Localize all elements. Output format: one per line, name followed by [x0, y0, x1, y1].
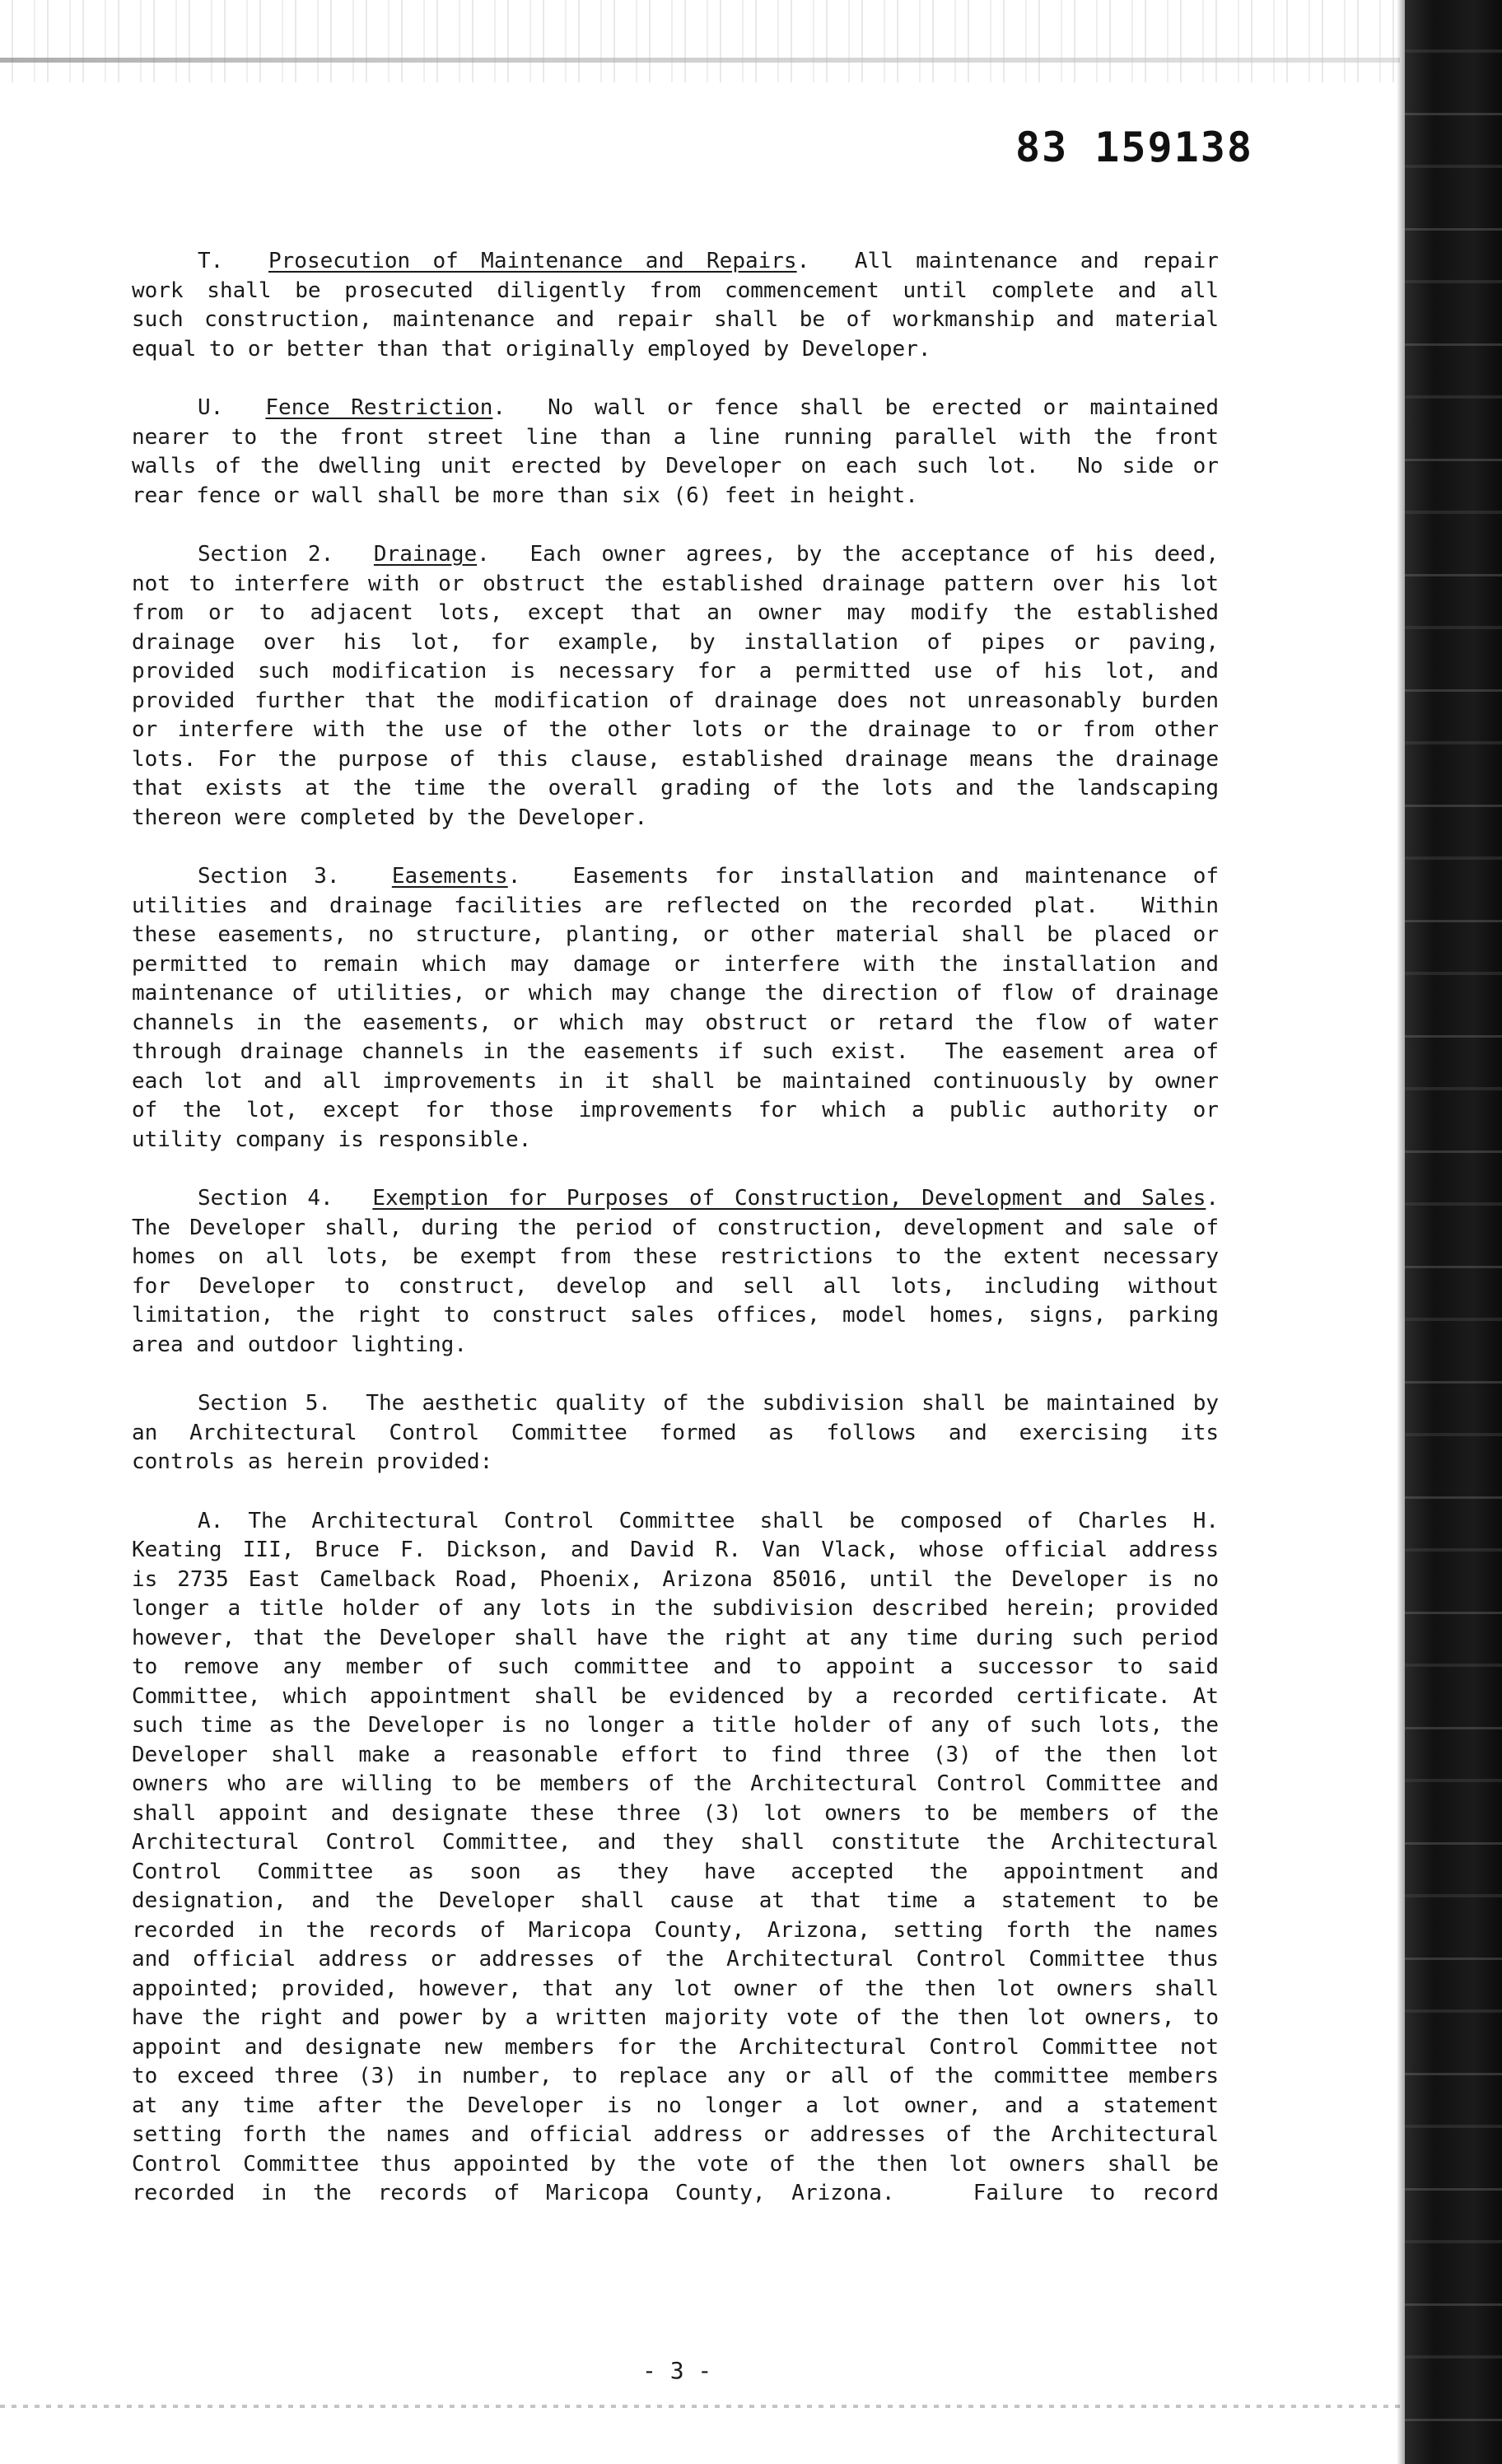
paragraph-line: recorded in the records of Maricopa County, Arizona. Failure to record — [132, 2181, 1219, 2205]
paragraph-line: appoint and designate new members for the Architectural Control Committee not — [132, 2034, 1219, 2060]
paragraph-line: for Developer to construct, develop and sell all lots, including without — [132, 1273, 1219, 1299]
paragraph-line: permitted to remain which may damage or interfere with the installation and — [132, 951, 1219, 977]
paragraph-line: area and outdoor lighting. — [132, 1332, 467, 1357]
paragraph-line: to exceed three (3) in number, to replace any or all of the committee members — [132, 2064, 1219, 2088]
paragraph-line: controls as herein provided: — [132, 1449, 493, 1474]
paragraph-section-4-exemption — [132, 1184, 1219, 1360]
scan-rule-bottom — [0, 2405, 1400, 2408]
paragraph-line: A. The Architectural Control Committee shall be composed of Charles H. — [198, 1508, 1219, 1533]
paragraph-t — [132, 247, 1219, 364]
paragraph-line: Section 5. The aesthetic quality of the subdivision shall be maintained by — [198, 1391, 1219, 1416]
paragraph-line: T. Prosecution of Maintenance and Repairs. All maintenance and repair — [198, 249, 1219, 273]
scanner-edge-strip — [1405, 0, 1502, 2464]
paragraph-line: Architectural Control Committee, and they shall constitute the Architectural — [132, 1830, 1219, 1855]
paragraph-line: work shall be prosecuted diligently from commencement until complete and all — [132, 278, 1219, 303]
paragraph-section-5 — [132, 1389, 1219, 1477]
paragraph-line: at any time after the Developer is no longer a lot owner, and a statement — [132, 2093, 1219, 2118]
paragraph-line: Section 4. Exemption for Purposes of Construction, Development and Sales. — [198, 1186, 1220, 1211]
paragraph-line: that exists at the time the overall grading of the lots and the landscaping — [132, 776, 1219, 800]
paragraph-line: walls of the dwelling unit erected by Developer on each such lot. No side or — [132, 454, 1219, 478]
paragraph-line: Developer shall make a reasonable effort to find three (3) of the then lot — [132, 1742, 1219, 1767]
paragraph-line: Control Committee thus appointed by the vote of the then lot owners shall be — [132, 2151, 1219, 2177]
paragraph-line: of the lot, except for those improvements for which a public authority or — [132, 1098, 1219, 1122]
paragraph-line: such time as the Developer is no longer a title holder of any of such lots, the — [132, 1713, 1219, 1738]
paragraph-line: limitation, the right to construct sales offices, model homes, signs, parking — [132, 1303, 1219, 1328]
paragraph-line: from or to adjacent lots, except that an owner may modify the established — [132, 600, 1219, 625]
paragraph-line: through drainage channels in the easements if such exist. The easement area of — [132, 1039, 1219, 1064]
paragraph-line: owners who are willing to be members of the Architectural Control Committee and — [132, 1771, 1219, 1796]
paragraph-heading: Exemption for Purposes of Construction, Development and Sales — [372, 1186, 1206, 1211]
paragraph-line: U. Fence Restriction. No wall or fence shall be erected or maintained — [198, 395, 1219, 420]
paragraph-line: designation, and the Developer shall cause at that time a statement to be — [132, 1888, 1219, 1913]
paragraph-line: however, that the Developer shall have the right at any time during such period — [132, 1625, 1219, 1650]
paragraph-line: Section 3. Easements. Easements for installation and maintenance of — [198, 864, 1219, 889]
paragraph-line: these easements, no structure, planting, or other material shall be placed or — [132, 922, 1219, 947]
paragraph-line: provided further that the modification of drainage does not unreasonably burden — [132, 688, 1219, 713]
paragraph-a-committee — [132, 1507, 1219, 2209]
paragraph-line: The Developer shall, during the period of construction, development and sale of — [132, 1215, 1219, 1240]
paragraph-line: Committee, which appointment shall be evidenced by a recorded certificate. At — [132, 1683, 1219, 1709]
paragraph-line: maintenance of utilities, or which may change the direction of flow of drainage — [132, 981, 1219, 1006]
paragraph-section-3-easements — [132, 862, 1219, 1155]
paragraph-section-2-drainage — [132, 540, 1219, 833]
paragraph-line: such construction, maintenance and repair shall be of workmanship and material — [132, 307, 1219, 332]
paragraph-line: drainage over his lot, for example, by installation of pipes or paving, — [132, 629, 1219, 655]
paragraph-line: thereon were completed by the Developer. — [132, 805, 648, 830]
paragraph-line: and official address or addresses of the Architectural Control Committee thus — [132, 1947, 1219, 1972]
paragraph-line: homes on all lots, be exempt from these restrictions to the extent necessary — [132, 1244, 1219, 1269]
paragraph-line: to remove any member of such committee and to appoint a successor to said — [132, 1654, 1219, 1679]
paragraph-line: rear fence or wall shall be more than six (6) feet in height. — [132, 483, 918, 508]
paragraph-line: utility company is responsible. — [132, 1127, 532, 1152]
paragraph-heading: Easements — [391, 864, 508, 889]
paragraph-line: provided such modification is necessary for a permitted use of his lot, and — [132, 659, 1219, 684]
paragraph-heading: Drainage — [373, 542, 478, 567]
paragraph-line: lots. For the purpose of this clause, established drainage means the drainage — [132, 746, 1219, 772]
paragraph-line: have the right and power by a written majority vote of the then lot owners, to — [132, 2005, 1219, 2030]
paragraph-line: Section 2. Drainage. Each owner agrees, by the acceptance of his deed, — [198, 542, 1219, 567]
paragraph-line: channels in the easements, or which may obstruct or retard the flow of water — [132, 1010, 1219, 1035]
paragraph-line: Control Committee as soon as they have accepted the appointment and — [132, 1859, 1219, 1884]
paragraph-line: or interfere with the use of the other lots or the drainage to or from other — [132, 717, 1219, 742]
paragraph-line: equal to or better than that originally employed by Developer. — [132, 336, 931, 362]
paragraph-line: setting forth the names and official address or addresses of the Architectural — [132, 2122, 1219, 2147]
paragraph-heading: Prosecution of Maintenance and Repairs — [268, 249, 797, 273]
paragraph-line: not to interfere with or obstruct the established drainage pattern over his lot — [132, 571, 1219, 596]
paragraph-line: appointed; provided, however, that any lot owner of the then lot owners shall — [132, 1976, 1219, 2001]
scan-noise-top — [0, 0, 1400, 82]
paragraph-line: nearer to the front street line than a line running parallel with the front — [132, 424, 1219, 450]
scan-edge-shadow — [1397, 0, 1405, 2464]
paragraph-line: longer a title holder of any lots in the subdivision described herein; provided — [132, 1596, 1219, 1621]
paragraph-line: each lot and all improvements in it shall be maintained continuously by owner — [132, 1068, 1219, 1094]
scan-rule-top — [0, 58, 1400, 63]
paragraph-line: shall appoint and designate these three (3) lot owners to be members of the — [132, 1800, 1219, 1826]
document-number: 83 159138 — [1015, 124, 1253, 171]
paragraph-line: is 2735 East Camelback Road, Phoenix, Arizona 85016, until the Developer is no — [132, 1566, 1219, 1592]
paragraph-line: utilities and drainage facilities are reflected on the recorded plat. Within — [132, 893, 1219, 918]
paragraph-line: Keating III, Bruce F. Dickson, and David R. Van Vlack, whose official address — [132, 1538, 1219, 1562]
paragraph-line: an Architectural Control Committee formed as follows and exercising its — [132, 1420, 1219, 1445]
paragraph-line: recorded in the records of Maricopa County, Arizona, setting forth the names — [132, 1917, 1219, 1943]
document-body — [132, 247, 1219, 2238]
paragraph-u — [132, 394, 1219, 511]
paragraph-heading: Fence Restriction — [265, 395, 493, 420]
page-number: - 3 - — [642, 2357, 712, 2384]
